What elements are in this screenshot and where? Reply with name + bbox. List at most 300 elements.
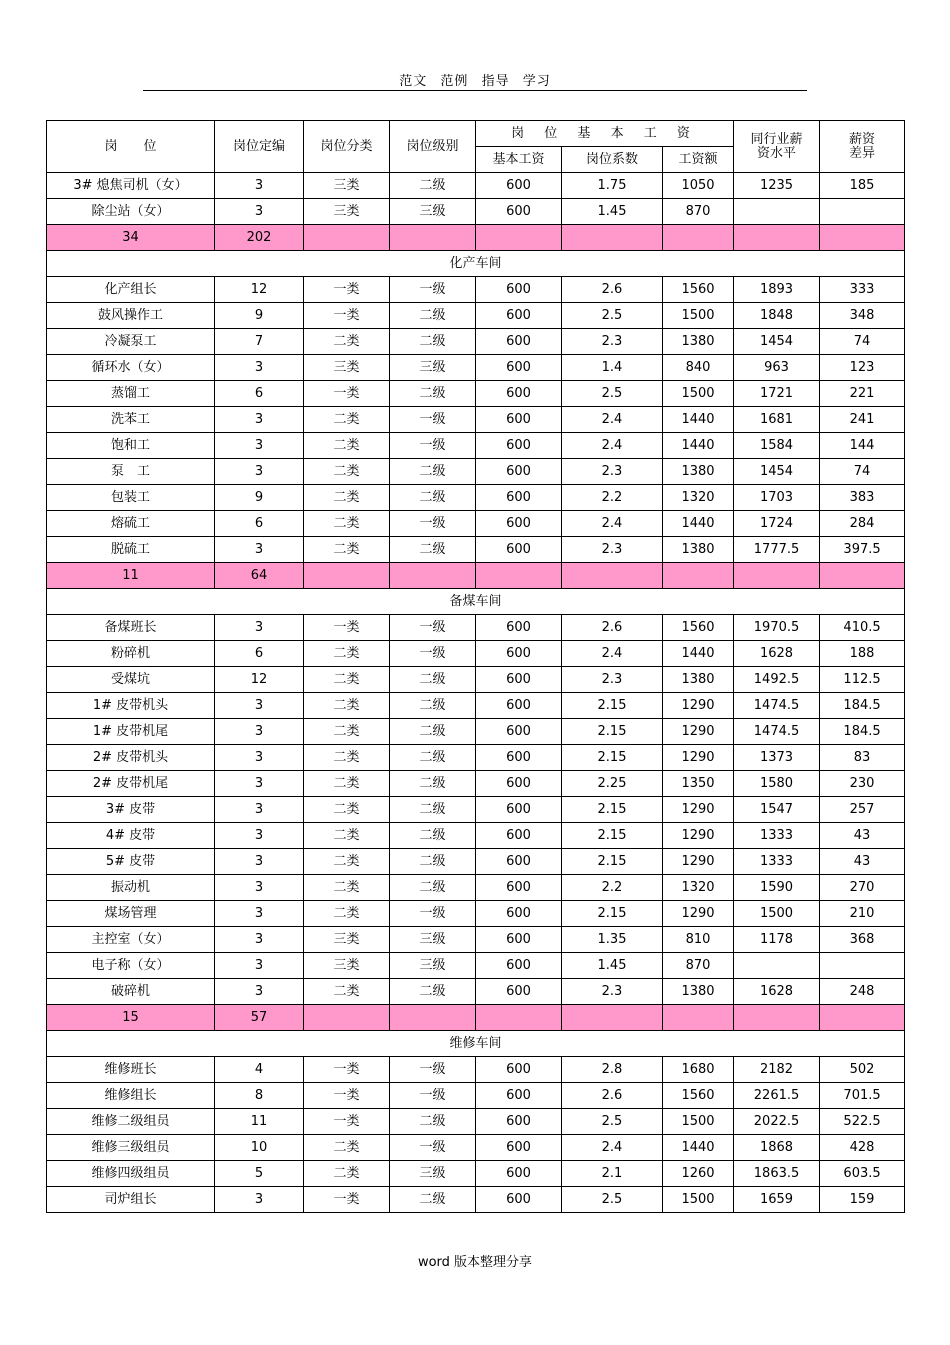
table-cell: 一类 xyxy=(304,277,390,303)
table-cell: 241 xyxy=(820,407,905,433)
table-cell: 184.5 xyxy=(820,719,905,745)
table-cell: 泵 工 xyxy=(47,459,215,485)
table-row xyxy=(47,901,905,927)
table-cell xyxy=(304,225,390,251)
table-cell: 600 xyxy=(476,979,562,1005)
table-cell: 3 xyxy=(215,927,304,953)
table-cell: 221 xyxy=(820,381,905,407)
table-cell: 1500 xyxy=(663,303,734,329)
table-cell: 600 xyxy=(476,719,562,745)
table-cell: 963 xyxy=(734,355,820,381)
table-cell: 11 xyxy=(47,563,215,589)
table-cell: 二类 xyxy=(304,849,390,875)
table-cell: 2# 皮带机头 xyxy=(47,745,215,771)
table-cell: 维修班长 xyxy=(47,1057,215,1083)
table-cell xyxy=(476,1005,562,1031)
table-cell: 3 xyxy=(215,173,304,199)
table-cell: 2# 皮带机尾 xyxy=(47,771,215,797)
table-cell: 1373 xyxy=(734,745,820,771)
table-cell: 粉碎机 xyxy=(47,641,215,667)
table-cell: 二级 xyxy=(390,979,476,1005)
table-cell: 1050 xyxy=(663,173,734,199)
table-cell: 603.5 xyxy=(820,1161,905,1187)
table-cell: 一类 xyxy=(304,1057,390,1083)
table-cell: 包装工 xyxy=(47,485,215,511)
table-cell: 2.15 xyxy=(562,693,663,719)
section-row xyxy=(47,589,905,615)
subtotal-row xyxy=(47,563,905,589)
table-cell: 1290 xyxy=(663,693,734,719)
table-cell: 三级 xyxy=(390,1161,476,1187)
table-cell: 二类 xyxy=(304,329,390,355)
header-amount: 工资额 xyxy=(663,147,734,173)
table-cell: 二级 xyxy=(390,1187,476,1213)
table-cell xyxy=(820,953,905,979)
table-row xyxy=(47,173,905,199)
table-cell: 1721 xyxy=(734,381,820,407)
table-cell: 三类 xyxy=(304,927,390,953)
table-cell: 600 xyxy=(476,953,562,979)
table-row xyxy=(47,459,905,485)
header-base-group: 岗 位 基 本 工 资 xyxy=(476,121,734,147)
table-cell: 2.6 xyxy=(562,1083,663,1109)
table-cell: 34 xyxy=(47,225,215,251)
table-cell: 3 xyxy=(215,771,304,797)
table-cell: 600 xyxy=(476,381,562,407)
table-cell: 1380 xyxy=(663,537,734,563)
header-diff-line1: 薪资 xyxy=(849,131,876,147)
table-cell: 112.5 xyxy=(820,667,905,693)
table-cell: 2.4 xyxy=(562,433,663,459)
table-cell: 333 xyxy=(820,277,905,303)
table-cell: 1.4 xyxy=(562,355,663,381)
page-header xyxy=(0,70,950,89)
table-cell: 270 xyxy=(820,875,905,901)
table-cell: 二类 xyxy=(304,771,390,797)
table-cell: 383 xyxy=(820,485,905,511)
table-cell: 1440 xyxy=(663,407,734,433)
table-cell: 一类 xyxy=(304,1109,390,1135)
table-cell: 1628 xyxy=(734,641,820,667)
table-cell: 1560 xyxy=(663,615,734,641)
table-cell: 2.15 xyxy=(562,901,663,927)
table-cell xyxy=(390,225,476,251)
table-cell: 210 xyxy=(820,901,905,927)
table-cell xyxy=(390,563,476,589)
table-cell: 3 xyxy=(215,797,304,823)
table-cell: 一级 xyxy=(390,1057,476,1083)
table-cell: 二类 xyxy=(304,485,390,511)
table-cell: 洗苯工 xyxy=(47,407,215,433)
table-cell: 二级 xyxy=(390,719,476,745)
table-cell: 二类 xyxy=(304,693,390,719)
table-cell: 1848 xyxy=(734,303,820,329)
table-cell: 2261.5 xyxy=(734,1083,820,1109)
table-cell: 810 xyxy=(663,927,734,953)
table-cell: 57 xyxy=(215,1005,304,1031)
table-cell: 185 xyxy=(820,173,905,199)
table-cell: 1380 xyxy=(663,329,734,355)
table-cell xyxy=(820,225,905,251)
table-cell: 1.35 xyxy=(562,927,663,953)
table-cell: 化产组长 xyxy=(47,277,215,303)
table-cell: 43 xyxy=(820,849,905,875)
table-cell: 12 xyxy=(215,277,304,303)
table-cell: 600 xyxy=(476,459,562,485)
header-rule xyxy=(143,90,807,91)
table-cell: 3 xyxy=(215,407,304,433)
table-cell: 600 xyxy=(476,1135,562,1161)
table-cell: 二类 xyxy=(304,901,390,927)
table-cell: 二类 xyxy=(304,433,390,459)
page-footer: word 版本整理分享 xyxy=(417,1255,533,1270)
table-cell: 三类 xyxy=(304,355,390,381)
table-cell: 870 xyxy=(663,953,734,979)
table-cell: 11 xyxy=(215,1109,304,1135)
table-cell: 2.6 xyxy=(562,615,663,641)
table-cell: 1868 xyxy=(734,1135,820,1161)
table-cell: 二级 xyxy=(390,667,476,693)
table-cell: 1440 xyxy=(663,641,734,667)
table-cell xyxy=(734,563,820,589)
table-cell: 熔硫工 xyxy=(47,511,215,537)
table-cell: 1500 xyxy=(663,381,734,407)
table-cell: 1500 xyxy=(734,901,820,927)
table-cell: 1500 xyxy=(663,1109,734,1135)
table-cell: 202 xyxy=(215,225,304,251)
table-cell: 维修三级组员 xyxy=(47,1135,215,1161)
table-cell: 83 xyxy=(820,745,905,771)
header-quota: 岗位定编 xyxy=(215,121,304,173)
table-cell: 二类 xyxy=(304,641,390,667)
table-cell: 1235 xyxy=(734,173,820,199)
table-cell: 600 xyxy=(476,1187,562,1213)
table-cell: 1320 xyxy=(663,485,734,511)
table-cell: 二级 xyxy=(390,849,476,875)
table-cell: 主控室（女） xyxy=(47,927,215,953)
table-cell: 600 xyxy=(476,823,562,849)
table-row xyxy=(47,849,905,875)
header-diff xyxy=(820,121,905,173)
table-cell: 一级 xyxy=(390,511,476,537)
section-row xyxy=(47,251,905,277)
table-cell: 一级 xyxy=(390,1135,476,1161)
table-cell: 3 xyxy=(215,693,304,719)
table-cell: 248 xyxy=(820,979,905,1005)
header-word-1: 范文 xyxy=(399,74,428,89)
table-cell: 振动机 xyxy=(47,875,215,901)
table-cell: 3# 熄焦司机（女） xyxy=(47,173,215,199)
table-cell xyxy=(562,1005,663,1031)
table-cell: 一级 xyxy=(390,277,476,303)
table-cell: 4 xyxy=(215,1057,304,1083)
table-row xyxy=(47,693,905,719)
table-cell: 2.5 xyxy=(562,1187,663,1213)
table-cell: 2.5 xyxy=(562,1109,663,1135)
table-cell: 1474.5 xyxy=(734,693,820,719)
table-cell: 1290 xyxy=(663,719,734,745)
table-cell: 二级 xyxy=(390,1109,476,1135)
table-cell: 74 xyxy=(820,459,905,485)
table-cell xyxy=(663,225,734,251)
table-cell: 2.8 xyxy=(562,1057,663,1083)
table-cell: 3 xyxy=(215,745,304,771)
table-cell: 1500 xyxy=(663,1187,734,1213)
table-cell: 428 xyxy=(820,1135,905,1161)
table-cell: 1.45 xyxy=(562,199,663,225)
table-cell: 701.5 xyxy=(820,1083,905,1109)
table-row xyxy=(47,511,905,537)
table-cell: 600 xyxy=(476,641,562,667)
table-cell: 284 xyxy=(820,511,905,537)
table-row xyxy=(47,615,905,641)
table-cell: 电子称（女） xyxy=(47,953,215,979)
table-cell: 397.5 xyxy=(820,537,905,563)
table-cell: 5# 皮带 xyxy=(47,849,215,875)
table-cell: 600 xyxy=(476,511,562,537)
table-cell: 脱硫工 xyxy=(47,537,215,563)
table-cell: 循环水（女） xyxy=(47,355,215,381)
table-cell: 15 xyxy=(47,1005,215,1031)
table-cell: 1474.5 xyxy=(734,719,820,745)
table-cell: 1703 xyxy=(734,485,820,511)
table-cell: 3 xyxy=(215,875,304,901)
table-cell: 2.2 xyxy=(562,485,663,511)
table-cell: 2.25 xyxy=(562,771,663,797)
table-cell: 3 xyxy=(215,823,304,849)
table-cell: 2.6 xyxy=(562,277,663,303)
table-cell: 二级 xyxy=(390,823,476,849)
table-cell: 1333 xyxy=(734,823,820,849)
table-cell: 1260 xyxy=(663,1161,734,1187)
table-cell xyxy=(476,225,562,251)
table-row xyxy=(47,199,905,225)
table-cell xyxy=(820,563,905,589)
table-cell: 600 xyxy=(476,407,562,433)
table-cell: 3 xyxy=(215,615,304,641)
table-cell: 鼓风操作工 xyxy=(47,303,215,329)
table-cell: 二级 xyxy=(390,329,476,355)
table-cell: 600 xyxy=(476,329,562,355)
table-cell: 1380 xyxy=(663,459,734,485)
table-cell: 1178 xyxy=(734,927,820,953)
header-level: 岗位级别 xyxy=(390,121,476,173)
table-cell: 2.2 xyxy=(562,875,663,901)
table-cell: 一级 xyxy=(390,1083,476,1109)
table-cell xyxy=(304,1005,390,1031)
table-cell: 1.75 xyxy=(562,173,663,199)
table-cell: 1380 xyxy=(663,667,734,693)
table-cell: 饱和工 xyxy=(47,433,215,459)
salary-table xyxy=(46,120,905,1213)
table-cell: 1659 xyxy=(734,1187,820,1213)
table-row xyxy=(47,719,905,745)
table-cell: 1580 xyxy=(734,771,820,797)
table-header-row xyxy=(47,121,905,147)
table-cell xyxy=(304,563,390,589)
table-cell: 2.3 xyxy=(562,459,663,485)
table-cell: 8 xyxy=(215,1083,304,1109)
table-cell: 1454 xyxy=(734,329,820,355)
table-cell: 64 xyxy=(215,563,304,589)
table-cell: 2.15 xyxy=(562,719,663,745)
table-cell: 1970.5 xyxy=(734,615,820,641)
table-cell: 159 xyxy=(820,1187,905,1213)
table-cell: 1440 xyxy=(663,511,734,537)
table-cell: 2.4 xyxy=(562,511,663,537)
table-cell: 600 xyxy=(476,1109,562,1135)
table-cell: 1893 xyxy=(734,277,820,303)
table-cell: 600 xyxy=(476,615,562,641)
table-cell: 一类 xyxy=(304,1083,390,1109)
table-cell: 1290 xyxy=(663,797,734,823)
table-cell: 600 xyxy=(476,771,562,797)
table-cell: 1680 xyxy=(663,1057,734,1083)
table-cell: 502 xyxy=(820,1057,905,1083)
table-cell: 二类 xyxy=(304,745,390,771)
table-cell: 600 xyxy=(476,355,562,381)
header-diff-line2: 差异 xyxy=(849,145,876,161)
table-cell: 3 xyxy=(215,979,304,1005)
table-cell: 一级 xyxy=(390,433,476,459)
table-cell: 一级 xyxy=(390,615,476,641)
table-row xyxy=(47,1135,905,1161)
table-cell: 二类 xyxy=(304,719,390,745)
table-cell: 维修四级组员 xyxy=(47,1161,215,1187)
table-cell xyxy=(663,1005,734,1031)
table-row xyxy=(47,537,905,563)
table-row xyxy=(47,875,905,901)
table-cell: 12 xyxy=(215,667,304,693)
table-cell: 一类 xyxy=(304,615,390,641)
section-title: 备煤车间 xyxy=(47,589,905,615)
table-cell: 一级 xyxy=(390,641,476,667)
header-base-wage: 基本工资 xyxy=(476,147,562,173)
header-category: 岗位分类 xyxy=(304,121,390,173)
table-cell: 2.4 xyxy=(562,407,663,433)
table-cell: 1628 xyxy=(734,979,820,1005)
table-cell: 1547 xyxy=(734,797,820,823)
table-cell: 2.3 xyxy=(562,979,663,1005)
table-cell: 3 xyxy=(215,953,304,979)
table-cell: 2.15 xyxy=(562,745,663,771)
table-body xyxy=(47,173,905,1213)
table-cell: 74 xyxy=(820,329,905,355)
table-cell: 2.4 xyxy=(562,641,663,667)
table-cell: 一类 xyxy=(304,1187,390,1213)
table-cell xyxy=(476,563,562,589)
table-cell: 3 xyxy=(215,537,304,563)
table-row xyxy=(47,771,905,797)
table-cell xyxy=(734,225,820,251)
table-cell: 600 xyxy=(476,849,562,875)
table-cell: 123 xyxy=(820,355,905,381)
table-row xyxy=(47,1083,905,1109)
table-cell: 2.4 xyxy=(562,1135,663,1161)
table-cell: 1681 xyxy=(734,407,820,433)
table-row xyxy=(47,823,905,849)
table-cell: 1590 xyxy=(734,875,820,901)
table-cell: 600 xyxy=(476,173,562,199)
table-cell: 6 xyxy=(215,381,304,407)
table-cell xyxy=(734,1005,820,1031)
table-row xyxy=(47,667,905,693)
table-cell: 1290 xyxy=(663,745,734,771)
table-cell xyxy=(562,563,663,589)
table-cell: 2.5 xyxy=(562,303,663,329)
table-cell: 维修二级组员 xyxy=(47,1109,215,1135)
table-cell: 3 xyxy=(215,433,304,459)
table-cell: 一类 xyxy=(304,381,390,407)
table-cell xyxy=(734,953,820,979)
table-cell: 348 xyxy=(820,303,905,329)
table-cell: 10 xyxy=(215,1135,304,1161)
header-word-4: 学习 xyxy=(522,74,551,89)
table-cell: 三级 xyxy=(390,199,476,225)
table-cell: 600 xyxy=(476,433,562,459)
table-cell: 600 xyxy=(476,277,562,303)
table-cell: 1492.5 xyxy=(734,667,820,693)
table-cell: 1350 xyxy=(663,771,734,797)
table-cell: 3 xyxy=(215,719,304,745)
subtotal-row xyxy=(47,1005,905,1031)
table-cell: 二级 xyxy=(390,537,476,563)
section-title: 化产车间 xyxy=(47,251,905,277)
table-cell: 三级 xyxy=(390,953,476,979)
table-cell: 三类 xyxy=(304,173,390,199)
table-cell: 188 xyxy=(820,641,905,667)
table-row xyxy=(47,329,905,355)
table-cell: 2.15 xyxy=(562,797,663,823)
header-word-2: 范例 xyxy=(440,74,469,89)
table-row xyxy=(47,641,905,667)
table-cell: 1777.5 xyxy=(734,537,820,563)
table-cell: 6 xyxy=(215,511,304,537)
table-cell: 410.5 xyxy=(820,615,905,641)
table-cell: 司炉组长 xyxy=(47,1187,215,1213)
table-row xyxy=(47,927,905,953)
table-cell: 3 xyxy=(215,901,304,927)
table-cell: 一级 xyxy=(390,901,476,927)
table-row xyxy=(47,277,905,303)
table-cell: 600 xyxy=(476,1161,562,1187)
table-cell: 3# 皮带 xyxy=(47,797,215,823)
table-cell: 二级 xyxy=(390,459,476,485)
header-coef: 岗位系数 xyxy=(562,147,663,173)
table-cell: 600 xyxy=(476,901,562,927)
table-row xyxy=(47,979,905,1005)
table-cell: 二类 xyxy=(304,1135,390,1161)
section-row xyxy=(47,1031,905,1057)
table-cell: 43 xyxy=(820,823,905,849)
table-cell: 1333 xyxy=(734,849,820,875)
table-cell: 三类 xyxy=(304,953,390,979)
table-cell: 1320 xyxy=(663,875,734,901)
table-row xyxy=(47,303,905,329)
table-cell: 600 xyxy=(476,1083,562,1109)
table-cell: 600 xyxy=(476,797,562,823)
table-cell: 1560 xyxy=(663,277,734,303)
table-cell: 二级 xyxy=(390,693,476,719)
table-cell: 一级 xyxy=(390,407,476,433)
table-cell: 1.45 xyxy=(562,953,663,979)
table-cell: 257 xyxy=(820,797,905,823)
header-word-3: 指导 xyxy=(481,74,510,89)
table-cell: 3 xyxy=(215,459,304,485)
table-cell: 二级 xyxy=(390,875,476,901)
table-cell: 除尘站（女） xyxy=(47,199,215,225)
table-cell: 522.5 xyxy=(820,1109,905,1135)
